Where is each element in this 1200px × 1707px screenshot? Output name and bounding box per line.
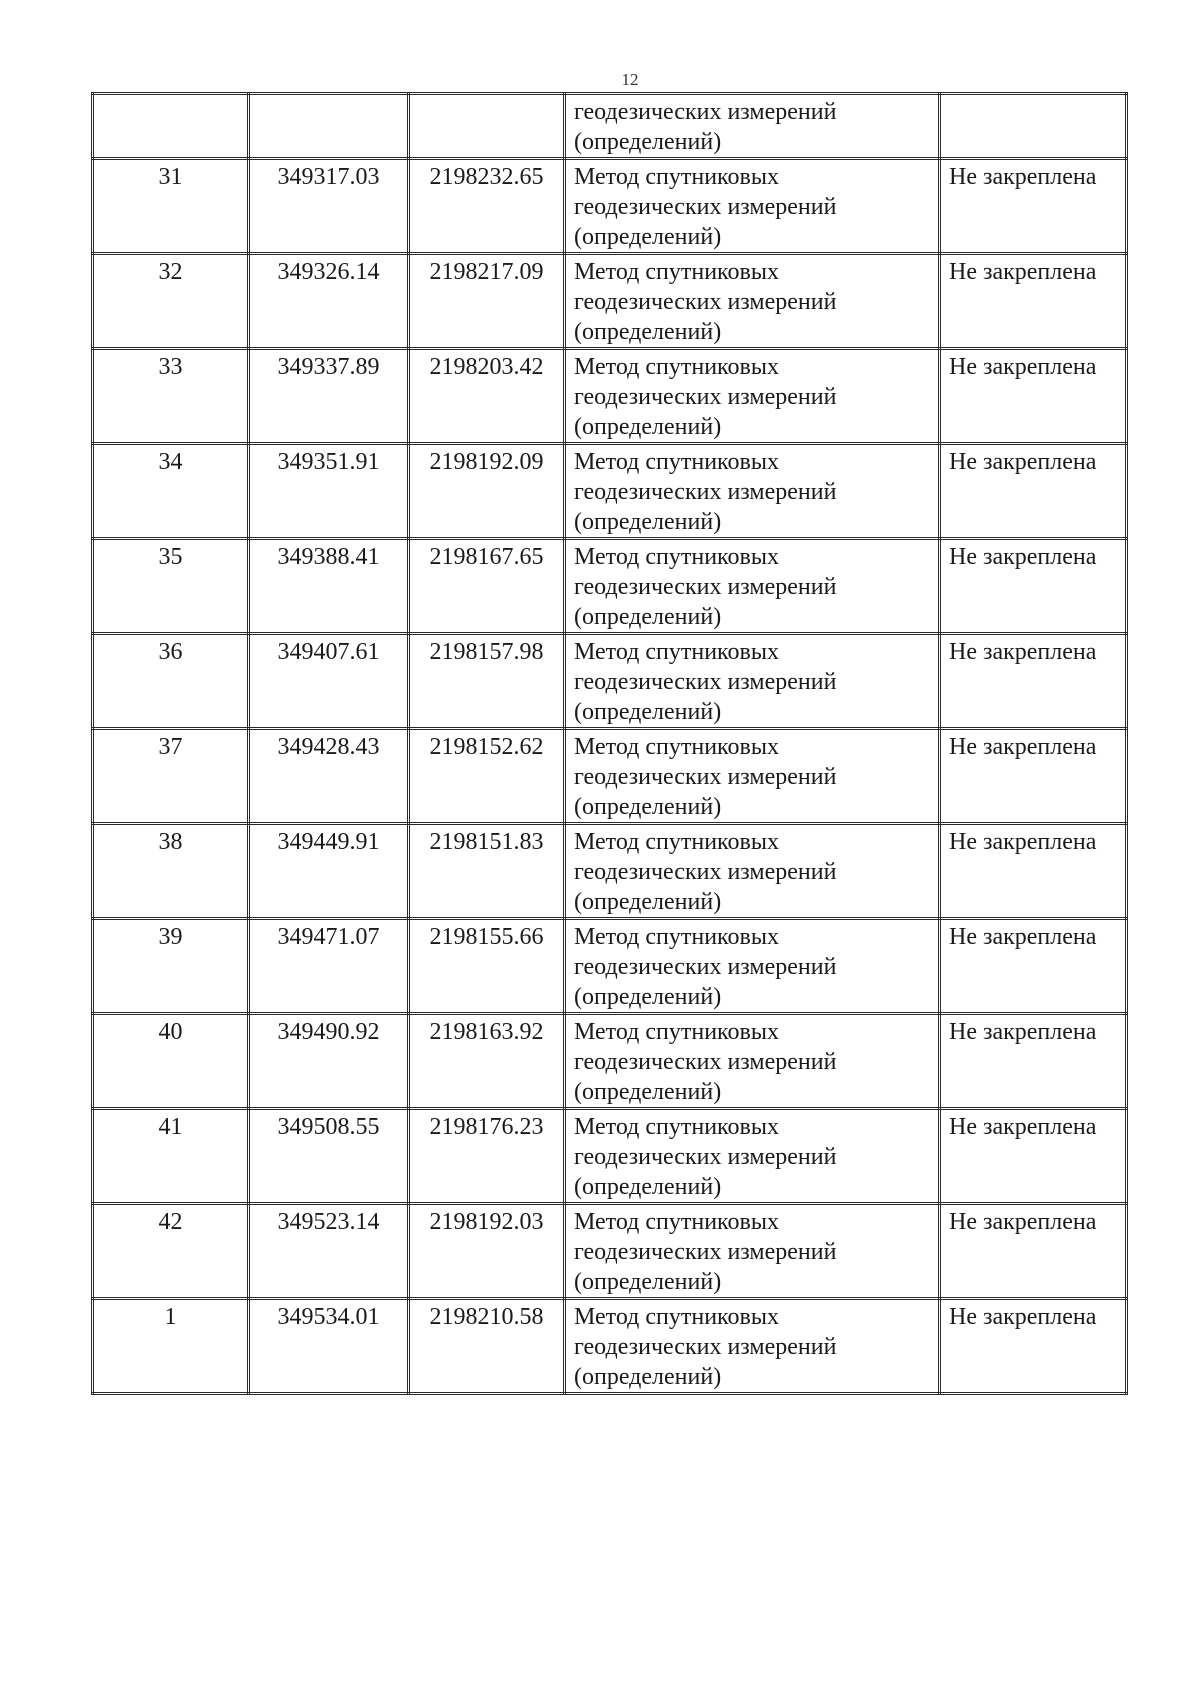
- table-row: [93, 729, 1127, 824]
- method-cell: [565, 1014, 940, 1109]
- table-row: [93, 1109, 1127, 1204]
- method-cell: [565, 729, 940, 824]
- method-line: геодезических измерений: [574, 1239, 837, 1265]
- table-row: [93, 349, 1127, 444]
- method-cell: [565, 919, 940, 1014]
- method-line: (определений): [574, 129, 722, 155]
- point-number-cell: 32: [93, 254, 249, 349]
- y-coordinate-cell: 2198203.42: [409, 349, 565, 444]
- x-cell: [249, 94, 409, 159]
- point-cell: [93, 94, 249, 159]
- method-line: Метод спутниковых: [574, 1304, 779, 1330]
- y-coordinate-cell: 2198192.09: [409, 444, 565, 539]
- x-coordinate-cell: 349407.61: [249, 634, 409, 729]
- fixing-cell: Не закреплена: [940, 1299, 1127, 1394]
- table-row: [93, 1014, 1127, 1109]
- x-coordinate-cell: 349523.14: [249, 1204, 409, 1299]
- fixing-cell: Не закреплена: [940, 824, 1127, 919]
- point-number-cell: 31: [93, 159, 249, 254]
- method-line: геодезических измерений: [574, 859, 837, 885]
- method-line: геодезических измерений: [574, 1049, 837, 1075]
- y-coordinate-cell: 2198155.66: [409, 919, 565, 1014]
- method-line: (определений): [574, 1364, 722, 1390]
- method-cell: [565, 824, 940, 919]
- method-line: (определений): [574, 509, 722, 535]
- table-row: [93, 254, 1127, 349]
- method-line: (определений): [574, 1079, 722, 1105]
- point-number-cell: 34: [93, 444, 249, 539]
- method-line: (определений): [574, 414, 722, 440]
- y-coordinate-cell: 2198232.65: [409, 159, 565, 254]
- method-line: (определений): [574, 604, 722, 630]
- method-line: геодезических измерений: [574, 479, 837, 505]
- method-line: геодезических измерений: [574, 99, 837, 125]
- x-coordinate-cell: 349508.55: [249, 1109, 409, 1204]
- method-line: (определений): [574, 1269, 722, 1295]
- table-row: [93, 444, 1127, 539]
- method-line: геодезических измерений: [574, 669, 837, 695]
- method-line: геодезических измерений: [574, 954, 837, 980]
- table-row: [93, 1299, 1127, 1394]
- method-line: геодезических измерений: [574, 1334, 837, 1360]
- method-cell: [565, 349, 940, 444]
- method-cell: [565, 1299, 940, 1394]
- method-line: Метод спутниковых: [574, 544, 779, 570]
- method-line: Метод спутниковых: [574, 639, 779, 665]
- point-number-cell: 35: [93, 539, 249, 634]
- table-row: [93, 159, 1127, 254]
- fixing-cell: Не закреплена: [940, 1014, 1127, 1109]
- fixing-cell: Не закреплена: [940, 1109, 1127, 1204]
- x-coordinate-cell: 349326.14: [249, 254, 409, 349]
- y-coordinate-cell: 2198217.09: [409, 254, 565, 349]
- method-line: геодезических измерений: [574, 1144, 837, 1170]
- y-coordinate-cell: 2198167.65: [409, 539, 565, 634]
- point-number-cell: 42: [93, 1204, 249, 1299]
- method-line: геодезических измерений: [574, 764, 837, 790]
- method-line: геодезических измерений: [574, 384, 837, 410]
- y-coordinate-cell: 2198151.83: [409, 824, 565, 919]
- point-number-cell: 41: [93, 1109, 249, 1204]
- method-line: Метод спутниковых: [574, 924, 779, 950]
- method-cell: [565, 254, 940, 349]
- y-coordinate-cell: 2198163.92: [409, 1014, 565, 1109]
- method-line: Метод спутниковых: [574, 829, 779, 855]
- method-cell: [565, 444, 940, 539]
- fixing-cell: Не закреплена: [940, 159, 1127, 254]
- method-line: Метод спутниковых: [574, 734, 779, 760]
- x-coordinate-cell: 349534.01: [249, 1299, 409, 1394]
- page-number: 12: [621, 70, 639, 89]
- method-line: (определений): [574, 794, 722, 820]
- method-line: Метод спутниковых: [574, 1114, 779, 1140]
- method-line: Метод спутниковых: [574, 449, 779, 475]
- x-coordinate-cell: 349471.07: [249, 919, 409, 1014]
- method-line: (определений): [574, 984, 722, 1010]
- method-cell: [565, 1204, 940, 1299]
- table-row: [93, 1204, 1127, 1299]
- fixing-cell: Не закреплена: [940, 634, 1127, 729]
- method-line: геодезических измерений: [574, 574, 837, 600]
- method-line: геодезических измерений: [574, 289, 837, 315]
- y-coordinate-cell: 2198152.62: [409, 729, 565, 824]
- table-row-continuation: [93, 94, 1127, 159]
- method-line: Метод спутниковых: [574, 1019, 779, 1045]
- method-cell: [565, 94, 940, 159]
- method-line: (определений): [574, 889, 722, 915]
- point-number-cell: 33: [93, 349, 249, 444]
- x-coordinate-cell: 349351.91: [249, 444, 409, 539]
- method-cell: [565, 1109, 940, 1204]
- coordinates-table: [91, 92, 1128, 1395]
- method-line: (определений): [574, 319, 722, 345]
- fixing-cell: Не закреплена: [940, 539, 1127, 634]
- x-coordinate-cell: 349428.43: [249, 729, 409, 824]
- table-row: [93, 539, 1127, 634]
- method-line: (определений): [574, 1174, 722, 1200]
- y-coordinate-cell: 2198192.03: [409, 1204, 565, 1299]
- point-number-cell: 1: [93, 1299, 249, 1394]
- method-cell: [565, 159, 940, 254]
- point-number-cell: 38: [93, 824, 249, 919]
- fixing-cell: Не закреплена: [940, 349, 1127, 444]
- method-line: Метод спутниковых: [574, 164, 779, 190]
- point-number-cell: 37: [93, 729, 249, 824]
- method-line: геодезических измерений: [574, 194, 837, 220]
- table-row: [93, 919, 1127, 1014]
- y-coordinate-cell: 2198176.23: [409, 1109, 565, 1204]
- fixing-cell: [940, 94, 1127, 159]
- method-line: (определений): [574, 224, 722, 250]
- fixing-cell: Не закреплена: [940, 919, 1127, 1014]
- fixing-cell: Не закреплена: [940, 729, 1127, 824]
- y-coordinate-cell: 2198157.98: [409, 634, 565, 729]
- y-coordinate-cell: 2198210.58: [409, 1299, 565, 1394]
- table-row: [93, 634, 1127, 729]
- point-number-cell: 40: [93, 1014, 249, 1109]
- x-coordinate-cell: 349388.41: [249, 539, 409, 634]
- point-number-cell: 36: [93, 634, 249, 729]
- method-cell: [565, 539, 940, 634]
- y-cell: [409, 94, 565, 159]
- fixing-cell: Не закреплена: [940, 1204, 1127, 1299]
- method-line: Метод спутниковых: [574, 1209, 779, 1235]
- method-line: Метод спутниковых: [574, 354, 779, 380]
- x-coordinate-cell: 349490.92: [249, 1014, 409, 1109]
- x-coordinate-cell: 349449.91: [249, 824, 409, 919]
- x-coordinate-cell: 349317.03: [249, 159, 409, 254]
- table-row: [93, 824, 1127, 919]
- point-number-cell: 39: [93, 919, 249, 1014]
- x-coordinate-cell: 349337.89: [249, 349, 409, 444]
- fixing-cell: Не закреплена: [940, 444, 1127, 539]
- fixing-cell: Не закреплена: [940, 254, 1127, 349]
- method-line: (определений): [574, 699, 722, 725]
- method-cell: [565, 634, 940, 729]
- method-line: Метод спутниковых: [574, 259, 779, 285]
